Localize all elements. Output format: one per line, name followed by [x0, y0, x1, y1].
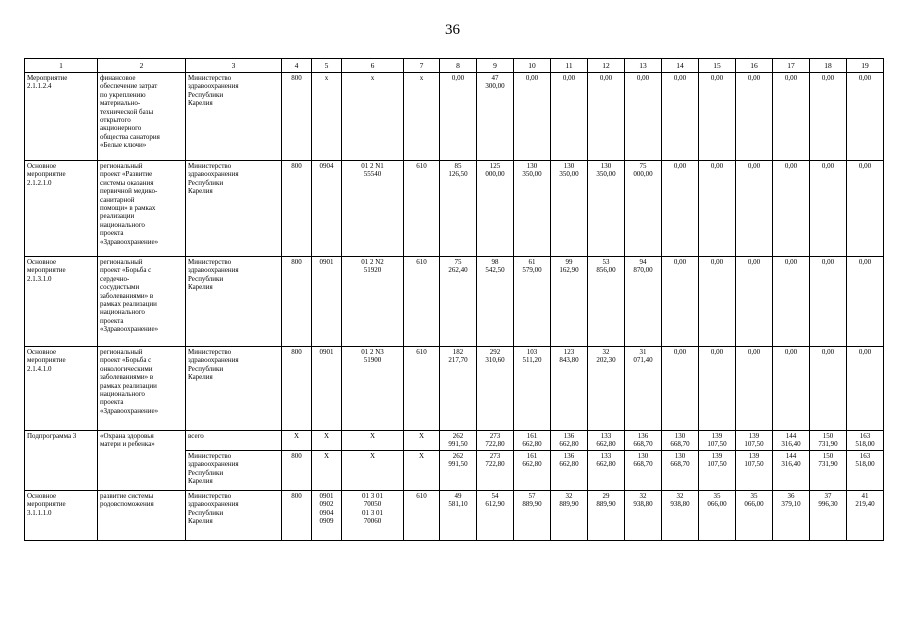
table-cell [847, 257, 884, 347]
cell-value: 35 066,00 [744, 491, 764, 509]
cell-value: 800 [291, 348, 302, 356]
cell-value: 130 350,00 [522, 162, 542, 179]
cell-value: Основное мероприятие 2.1.2.1.0 [27, 162, 66, 187]
table-cell [662, 257, 699, 347]
cell-value: 0,00 [784, 258, 798, 266]
cell-value: 0901 0902 0904 0909 [319, 491, 334, 525]
cell-value: 0,00 [821, 162, 835, 170]
cell-value: 136 662,80 [559, 432, 579, 449]
cell-value: Министерство здравоохранения Республики Карелия [188, 491, 239, 525]
table-cell [282, 257, 312, 347]
cell-value: 36 379,10 [781, 491, 801, 509]
page-number: 36 [445, 22, 460, 38]
cell-value: 610 [416, 258, 427, 266]
column-header: 7 [404, 59, 440, 73]
cell-value: 130 668,70 [670, 451, 690, 469]
cell-value: 0,00 [525, 74, 539, 82]
cell-value: 262 991,50 [448, 432, 468, 449]
table-cell [514, 73, 551, 161]
cell-value: 0,00 [673, 348, 687, 356]
cell-value: 0,00 [747, 258, 761, 266]
cell-value: региональный проект «Развитие системы оказания первичной медико- санитарной помощи» в рамках реализации национального проекта «Здравоохранение» [100, 162, 159, 246]
table-cell [736, 431, 773, 451]
table-cell [477, 347, 514, 431]
cell-value: 01 2 N1 55540 [361, 162, 384, 179]
table-cell [342, 431, 404, 451]
cell-value: 163 518,00 [855, 451, 875, 469]
table-cell [625, 431, 662, 451]
cell-value: 0,00 [673, 162, 687, 170]
cell-value: Основное мероприятие 2.1.3.1.0 [27, 258, 66, 283]
column-header: 1 [25, 59, 98, 73]
cell-value: 0,00 [710, 258, 724, 266]
table-cell [477, 431, 514, 451]
cell-value: Министерство здравоохранения Республики Карелия [188, 258, 239, 292]
cell-value: 125 000,00 [485, 162, 505, 179]
cell-value: 0,00 [784, 162, 798, 170]
cell-value: 161 662,80 [522, 451, 542, 469]
cell-value: 0,00 [747, 74, 761, 82]
table-cell [282, 431, 312, 451]
table-cell [847, 161, 884, 257]
table-cell [810, 257, 847, 347]
cell-value: 130 668,70 [633, 451, 653, 469]
table-cell [551, 161, 588, 257]
cell-value: 0904 [319, 162, 334, 170]
cell-value: 130 668,70 [670, 432, 690, 449]
table-cell [186, 490, 282, 540]
table-cell [588, 450, 625, 490]
cell-value: 94 870,00 [633, 258, 653, 275]
table-cell [186, 431, 282, 451]
cell-value: X [418, 451, 425, 460]
cell-value: 133 662,80 [596, 451, 616, 469]
table-cell [736, 450, 773, 490]
column-header: 16 [736, 59, 773, 73]
table-cell [773, 347, 810, 431]
table-cell [551, 431, 588, 451]
table-cell [662, 161, 699, 257]
table-cell [699, 73, 736, 161]
cell-value: 161 662,80 [522, 432, 542, 449]
cell-value: Мероприятие 2.1.1.2.4 [27, 74, 68, 91]
table-cell [440, 450, 477, 490]
table-cell [440, 161, 477, 257]
table-cell [440, 431, 477, 451]
table-cell [662, 490, 699, 540]
cell-value: 32 889,90 [559, 491, 579, 509]
table-cell [404, 257, 440, 347]
cell-value: 610 [416, 491, 427, 500]
table-cell [662, 73, 699, 161]
cell-value: 32 938,80 [633, 491, 653, 509]
table-cell [440, 73, 477, 161]
table-cell [810, 490, 847, 540]
cell-value: финансовое обеспечение затрат по укреплению материально- технической базы открытого акционерного общества санатория «Белые ключи» [100, 74, 160, 150]
table-cell [477, 490, 514, 540]
cell-value: 29 889,90 [596, 491, 616, 509]
column-header: 13 [625, 59, 662, 73]
table-cell [312, 431, 342, 451]
table-cell [699, 431, 736, 451]
cell-value: 61 579,00 [522, 258, 542, 275]
table-cell [282, 161, 312, 257]
budget-table [24, 58, 884, 541]
cell-value: 0,00 [636, 74, 650, 82]
cell-value: 0,00 [784, 74, 798, 82]
cell-value: 01 2 N2 51920 [361, 258, 384, 275]
cell-value: 800 [291, 258, 302, 266]
cell-value: x [370, 74, 375, 82]
cell-value: 49 581,10 [448, 491, 468, 509]
table-cell [514, 431, 551, 451]
table-cell [588, 490, 625, 540]
cell-value: Основное мероприятие 2.1.4.1.0 [27, 348, 66, 373]
table-cell [25, 161, 98, 257]
table-cell [440, 257, 477, 347]
column-header: 10 [514, 59, 551, 73]
table-cell [98, 431, 186, 491]
cell-value: 98 542,50 [485, 258, 505, 275]
cell-value: Министерство здравоохранения Республики Карелия [188, 451, 239, 485]
table-cell [404, 161, 440, 257]
table-cell [736, 347, 773, 431]
column-header: 18 [810, 59, 847, 73]
cell-value: 800 [291, 451, 302, 460]
table-cell [186, 257, 282, 347]
column-header: 17 [773, 59, 810, 73]
table-cell [477, 257, 514, 347]
table-cell [810, 431, 847, 451]
cell-value: X [418, 432, 425, 440]
cell-value: 54 612,90 [485, 491, 505, 509]
table-cell [699, 161, 736, 257]
cell-value: x [324, 74, 329, 82]
cell-value: 0,00 [858, 258, 872, 266]
table-cell [312, 347, 342, 431]
cell-value: X [293, 432, 300, 440]
table-cell [736, 73, 773, 161]
cell-value: 01 2 N3 51900 [361, 348, 384, 365]
cell-value: 139 107,50 [744, 432, 764, 449]
cell-value: 32 202,30 [596, 348, 616, 365]
table-row [25, 490, 884, 540]
table-row [25, 431, 884, 451]
column-header: 15 [699, 59, 736, 73]
cell-value: 136 668,70 [633, 432, 653, 449]
cell-value: Министерство здравоохранения Республики Карелия [188, 348, 239, 382]
cell-value: 139 107,50 [744, 451, 764, 469]
table-cell [736, 257, 773, 347]
table-cell [773, 450, 810, 490]
table-cell [477, 450, 514, 490]
cell-value: 133 662,80 [596, 432, 616, 449]
cell-value: X [369, 451, 376, 460]
table-cell [847, 347, 884, 431]
table-cell [477, 73, 514, 161]
cell-value: 610 [416, 162, 427, 170]
cell-value: 136 662,80 [559, 451, 579, 469]
cell-value: 0,00 [821, 348, 835, 356]
cell-value: всего [188, 432, 204, 440]
table-cell [342, 347, 404, 431]
table-cell [514, 257, 551, 347]
table-cell [551, 347, 588, 431]
cell-value: 182 217,70 [448, 348, 468, 365]
column-header: 9 [477, 59, 514, 73]
cell-value: 262 991,50 [448, 451, 468, 469]
table-cell [98, 161, 186, 257]
table-cell [773, 257, 810, 347]
table-cell [625, 490, 662, 540]
cell-value: 163 518,00 [855, 432, 875, 449]
table-cell [588, 73, 625, 161]
table-cell [699, 347, 736, 431]
cell-value: 47 300,00 [485, 74, 505, 91]
column-header: 3 [186, 59, 282, 73]
table-cell [847, 450, 884, 490]
cell-value: 0,00 [784, 348, 798, 356]
table-cell [342, 161, 404, 257]
column-header: 19 [847, 59, 884, 73]
table-cell [404, 347, 440, 431]
table-cell [312, 257, 342, 347]
table-cell [625, 450, 662, 490]
table-cell [98, 490, 186, 540]
table-cell [773, 490, 810, 540]
table-cell [773, 161, 810, 257]
cell-value: 273 722,80 [485, 432, 505, 449]
cell-value: 273 722,80 [485, 451, 505, 469]
cell-value: 610 [416, 348, 427, 356]
table-cell [98, 347, 186, 431]
cell-value: 130 350,00 [559, 162, 579, 179]
cell-value: x [419, 74, 424, 82]
table-cell [699, 257, 736, 347]
table-cell [312, 161, 342, 257]
table-cell [404, 431, 440, 451]
table-cell [25, 73, 98, 161]
table-cell [588, 161, 625, 257]
table-cell [588, 347, 625, 431]
cell-value: Подпрограмма 3 [27, 432, 77, 440]
table-cell [847, 431, 884, 451]
cell-value: Министерство здравоохранения Республики Карелия [188, 162, 239, 196]
cell-value: 57 889,90 [522, 491, 542, 509]
table-cell [312, 450, 342, 490]
table-cell [514, 490, 551, 540]
cell-value: 01 3 01 70050 01 3 01 70060 [362, 491, 383, 525]
cell-value: 103 511,20 [522, 348, 542, 365]
cell-value: 800 [291, 491, 302, 500]
cell-value: 800 [291, 162, 302, 170]
cell-value: 144 316,40 [781, 451, 801, 469]
cell-value: 75 262,40 [448, 258, 468, 275]
table-cell [282, 490, 312, 540]
table-cell [773, 73, 810, 161]
table-cell [98, 257, 186, 347]
table-cell [25, 431, 98, 491]
table-cell [736, 490, 773, 540]
cell-value: 0901 [319, 348, 334, 356]
table-cell [810, 450, 847, 490]
table-cell [699, 490, 736, 540]
table-cell [551, 450, 588, 490]
cell-value: 0,00 [821, 258, 835, 266]
table-cell [342, 73, 404, 161]
table-cell [847, 73, 884, 161]
table-cell [282, 347, 312, 431]
table-row [25, 73, 884, 161]
table-cell [312, 73, 342, 161]
table-cell [514, 450, 551, 490]
table-cell [662, 347, 699, 431]
column-header: 12 [588, 59, 625, 73]
table-cell [440, 490, 477, 540]
cell-value: 0,00 [747, 348, 761, 356]
cell-value: 0,00 [710, 348, 724, 356]
table-cell [662, 431, 699, 451]
cell-value: 35 066,00 [707, 491, 727, 509]
column-header: 4 [282, 59, 312, 73]
table-cell [810, 73, 847, 161]
table-cell [588, 431, 625, 451]
cell-value: X [323, 432, 330, 440]
cell-value: X [323, 451, 330, 460]
table-cell [847, 490, 884, 540]
cell-value: региональный проект «Борьба с онкологическими заболеваниями» в рамках реализации национального проекта «Здравоохранение» [100, 348, 159, 415]
table-cell [588, 257, 625, 347]
cell-value: 0901 [319, 258, 334, 266]
cell-value: 0,00 [710, 162, 724, 170]
table-row [25, 161, 884, 257]
cell-value: 139 107,50 [707, 451, 727, 469]
cell-value: 31 071,40 [633, 348, 653, 365]
table-cell [514, 161, 551, 257]
cell-value: 150 731,90 [818, 451, 838, 469]
column-header: 8 [440, 59, 477, 73]
cell-value: 0,00 [858, 74, 872, 82]
table-cell [312, 490, 342, 540]
table-cell [551, 73, 588, 161]
table-cell [282, 450, 312, 490]
table-cell [404, 450, 440, 490]
table-cell [551, 257, 588, 347]
header-row [25, 59, 884, 73]
cell-value: 144 316,40 [781, 432, 801, 449]
table-cell [98, 73, 186, 161]
cell-value: 150 731,90 [818, 432, 838, 449]
table-cell [625, 73, 662, 161]
table-cell [773, 431, 810, 451]
table-cell [25, 347, 98, 431]
table-row [25, 257, 884, 347]
table-cell [186, 73, 282, 161]
cell-value: 0,00 [747, 162, 761, 170]
table-cell [736, 161, 773, 257]
cell-value: 123 843,80 [559, 348, 579, 365]
cell-value: X [369, 432, 376, 440]
table-cell [514, 347, 551, 431]
table-cell [662, 450, 699, 490]
table-cell [25, 490, 98, 540]
cell-value: 0,00 [673, 74, 687, 82]
cell-value: 0,00 [451, 74, 465, 82]
cell-value: 0,00 [821, 74, 835, 82]
cell-value: 53 856,00 [596, 258, 616, 275]
table-row [25, 347, 884, 431]
table-cell [440, 347, 477, 431]
table-cell [404, 73, 440, 161]
cell-value: 0,00 [562, 74, 576, 82]
cell-value: 32 938,80 [670, 491, 690, 509]
cell-value: 292 310,60 [485, 348, 505, 365]
cell-value: 85 126,50 [448, 162, 468, 179]
table-cell [625, 347, 662, 431]
table-cell [477, 161, 514, 257]
cell-value: 0,00 [858, 162, 872, 170]
table-cell [186, 347, 282, 431]
cell-value: 130 350,00 [596, 162, 616, 179]
table-cell [342, 450, 404, 490]
column-header: 5 [312, 59, 342, 73]
cell-value: 139 107,50 [707, 432, 727, 449]
cell-value: 37 996,30 [818, 491, 838, 509]
cell-value: Министерство здравоохранения Республики Карелия [188, 74, 239, 108]
cell-value: развитие системы родовспоможения [100, 491, 154, 509]
cell-value: 41 219,40 [855, 491, 875, 509]
column-header: 6 [342, 59, 404, 73]
cell-value: «Охрана здоровья матери и ребенка» [100, 432, 155, 449]
cell-value: 800 [291, 74, 302, 82]
table-cell [551, 490, 588, 540]
column-header: 11 [551, 59, 588, 73]
cell-value: 0,00 [599, 74, 613, 82]
cell-value: 0,00 [710, 74, 724, 82]
column-header: 2 [98, 59, 186, 73]
cell-value: 99 162,90 [559, 258, 579, 275]
table-cell [810, 161, 847, 257]
cell-value: региональный проект «Борьба с сердечно- сосудистыми заболеваниями» в рамках реализации национального проекта «Здравоохранение» [100, 258, 159, 334]
table-cell [342, 257, 404, 347]
table-cell [699, 450, 736, 490]
table-cell [625, 161, 662, 257]
cell-value: 0,00 [673, 258, 687, 266]
table-cell [282, 73, 312, 161]
table-cell [186, 161, 282, 257]
column-header: 14 [662, 59, 699, 73]
cell-value: Основное мероприятие 3.1.1.1.0 [27, 491, 66, 517]
table-cell [342, 490, 404, 540]
cell-value: 0,00 [858, 348, 872, 356]
table-cell [25, 257, 98, 347]
cell-value: 75 000,00 [633, 162, 653, 179]
table-cell [186, 450, 282, 490]
table-cell [625, 257, 662, 347]
table-cell [810, 347, 847, 431]
table-cell [404, 490, 440, 540]
